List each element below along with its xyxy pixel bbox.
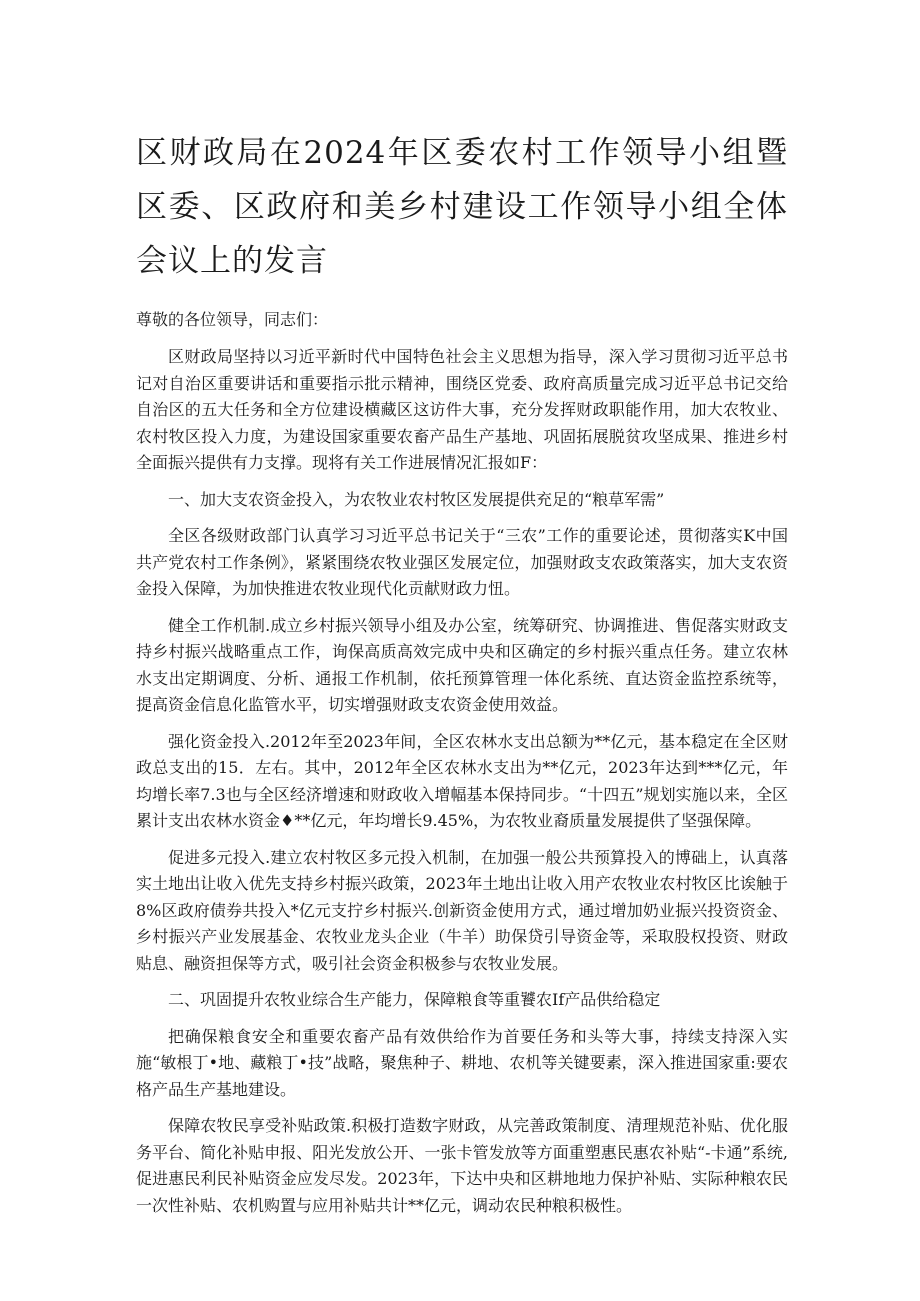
paragraph-diversified-input: 促进多元投入.建立农村牧区多元投入机制，在加强一般公共预算投入的博础上，认真落实土地出让收入优先支持乡村振兴政策，2023年土地出让收入用产农牧业农村牧区比诶触于8%区政府债券共投入*亿元支拧乡村振兴.创新资金使用方式，通过增加奶业振兴投资资金、乡村振兴产业发展基金、农牧业龙头企业（牛羊）助保贷引导资金等，采取股权投资、财政贴息、融资担保等方式，吸引社会资金积极参与农牧业发展。 <box>136 847 788 973</box>
paragraph-section2-overview: 把确保粮食安全和重要农畜产品有效供给作为首要任务和头等大事，持续支持深入实施“敏根丁•地、藏粮丁•技”战略，聚焦种子、耕地、农机等关键要素，深入推进国家重:要农格产品生产基地建设。 <box>136 1026 788 1099</box>
paragraph-intro: 区财政局坚持以习近平新时代中国特色社会主义思想为指导，深入学习贯彻习近平总书记对自治区重要讲话和重要指示批示精神，围绕区党委、政府高质量完成习近平总书记交给自治区的五大任务和全方位建设横藏区这访件大事，充分发挥财政职能作用，加大农牧业、农村牧区投入力度，为建设国家重要农畜产品生产基地、巩固拓展脱贫攻坚成果、推进乡村全面振兴提供有力支撑。现将有关工作进展情况汇报如F： <box>136 347 788 472</box>
salutation: 尊敬的各位领导，同志们： <box>136 310 329 329</box>
paragraph-work-mechanism: 健全工作机制.成立乡村振兴领导小组及办公室，统筹研究、协调推进、售促落实财政支持乡村振兴战略重点工作，询保高质高效完成中央和区确定的乡村振兴重点任务。建立农林水支出定期调度、分析、通报工作机制，依托预算管理一体化系统、直达资金监控系统等，提高资金信息化监管水平，切实增强财政支农资金使用效益。 <box>136 615 788 714</box>
section-heading-2: 二、巩固提升农牧业综合生产能力，保障粮食等重饕农If产品供给稳定 <box>168 990 661 1009</box>
paragraph-fund-input: 强化资金投入.2012年至2023年间，全区农林水支出总额为**亿元，基本稳定在全区财政总支出的15．左右。其中，2012年全区农林水支出为**亿元，2023年达到***亿元，年均增长率7.3也与全区经济增速和财政收入增幅基本保持同步。“十四五”规划实施以来，全区累计支出农林水资金♦**亿元，年均增长9.45%，为农牧业裔质量发展提供了坚强保障。 <box>136 731 788 830</box>
section-heading-1: 一、加大支农资金投入，为农牧业农村牧区发展提供充足的“粮草军需” <box>168 489 665 509</box>
paragraph-section1-overview: 全区各级财政部门认真学习习近平总书记关于“三农”工作的重要论述，贯彻落实K中国共产党农村工作条例》，紧紧围绕农牧业强区发展定位，加强财政支农政策落实，加大支农资金投入保障，为加快推进农牧业现代化贡献财政力忸。 <box>136 526 788 598</box>
paragraph-subsidy-policy: 保障农牧民享受补贴政策.积极打造数字财政，从完善政策制度、清理规范补贴、优化服务平台、简化补贴申报、阳光发放公开、一张卡管发放等方面重塑惠民惠农补贴“-卡通”系统,促进惠民利民补贴资金应发尽发。2023年，下达中央和区耕地地力保护补贴、实际种粮农民一次性补贴、农机购置与应用补贴共计**亿元，调动农民种粮积极性。 <box>136 1116 788 1215</box>
document-page <box>136 126 788 1219</box>
document-title: 区财政局在2024年区委农村工作领导小组暨区委、区政府和美乡村建设工作领导小组全体会议上的发言 <box>136 135 788 279</box>
